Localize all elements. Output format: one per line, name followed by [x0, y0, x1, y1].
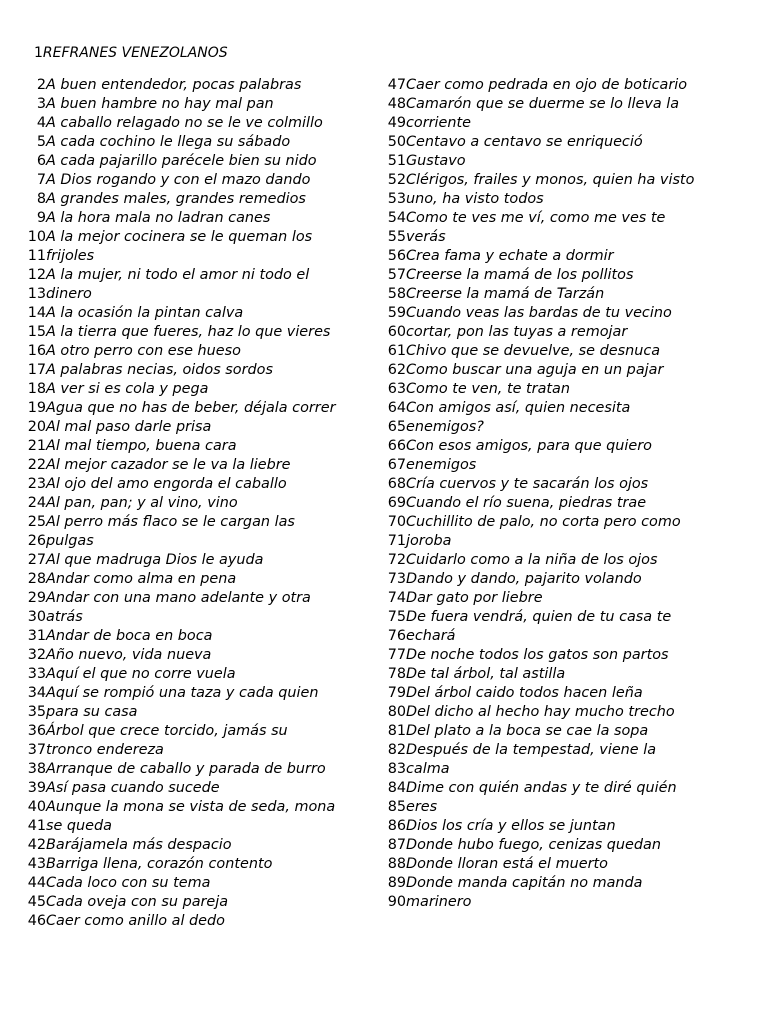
saying-text: De tal árbol, tal astilla — [406, 666, 566, 682]
saying-line — [26, 665, 376, 684]
line-number: 55 — [387, 229, 406, 245]
saying-line — [26, 855, 376, 874]
title-text: REFRANES VENEZOLANOS — [42, 45, 228, 61]
saying-line — [26, 893, 376, 912]
saying-text: A caballo relagado no se le ve colmillo — [46, 115, 323, 131]
line-number: 45 — [27, 894, 46, 910]
line-number: 44 — [27, 875, 46, 891]
line-number: 73 — [387, 571, 406, 587]
saying-line — [386, 855, 746, 874]
saying-text: Al perro más flaco se le cargan las — [46, 514, 295, 530]
saying-text: A grandes males, grandes remedios — [46, 191, 306, 207]
line-number: 19 — [27, 400, 46, 416]
line-number: 59 — [387, 305, 406, 321]
line-number: 3 — [36, 96, 46, 112]
line-number: 17 — [27, 362, 46, 378]
saying-text: Dar gato por liebre — [406, 590, 543, 606]
line-number: 50 — [387, 134, 406, 150]
line-number: 32 — [27, 647, 46, 663]
line-number: 61 — [387, 343, 406, 359]
saying-text: A la mejor cocinera se le queman los — [46, 229, 313, 245]
saying-line — [26, 304, 376, 323]
saying-text: Donde manda capitán no manda — [406, 875, 643, 891]
line-number: 46 — [27, 913, 46, 929]
saying-text: Del árbol caido todos hacen leña — [406, 685, 643, 701]
saying-text: Con esos amigos, para que quiero — [406, 438, 652, 454]
line-number: 20 — [27, 419, 46, 435]
line-number: 37 — [27, 742, 46, 758]
saying-text: Del plato a la boca se cae la sopa — [406, 723, 649, 739]
saying-text: A cada pajarillo parécele bien su nido — [46, 153, 317, 169]
line-number: 64 — [387, 400, 406, 416]
saying-text: Árbol que crece torcido, jamás su — [46, 723, 288, 739]
saying-text: A buen entendedor, pocas palabras — [46, 77, 302, 93]
saying-text: Gustavo — [406, 153, 466, 169]
saying-line — [386, 874, 746, 893]
saying-text: Como te ven, te tratan — [406, 381, 570, 397]
line-number: 66 — [387, 438, 406, 454]
line-number: 69 — [387, 495, 406, 511]
saying-text: cortar, pon las tuyas a remojar — [406, 324, 628, 340]
line-number: 51 — [387, 153, 406, 169]
saying-line — [386, 171, 746, 190]
document-title — [34, 44, 228, 63]
saying-line — [386, 228, 746, 247]
saying-text: se queda — [46, 818, 112, 834]
saying-text: Después de la tempestad, viene la — [406, 742, 657, 758]
saying-line — [386, 133, 746, 152]
saying-line — [26, 95, 376, 114]
saying-text: tronco endereza — [46, 742, 164, 758]
line-number: 81 — [387, 723, 406, 739]
saying-line — [26, 285, 376, 304]
saying-line — [386, 114, 746, 133]
saying-line — [26, 247, 376, 266]
saying-text: Aunque la mona se vista de seda, mona — [46, 799, 336, 815]
saying-text: Del dicho al hecho hay mucho trecho — [406, 704, 675, 720]
saying-line — [26, 494, 376, 513]
saying-line — [26, 874, 376, 893]
saying-text: Barájamela más despacio — [46, 837, 232, 853]
line-number: 47 — [387, 77, 406, 93]
line-number: 71 — [387, 533, 406, 549]
line-number: 18 — [27, 381, 46, 397]
saying-text: A la hora mala no ladran canes — [46, 210, 271, 226]
saying-line — [26, 171, 376, 190]
line-number: 8 — [36, 191, 46, 207]
saying-text: Creerse la mamá de los pollitos — [406, 267, 634, 283]
line-number: 77 — [387, 647, 406, 663]
saying-line — [386, 779, 746, 798]
saying-text: A buen hambre no hay mal pan — [46, 96, 274, 112]
line-number: 12 — [27, 267, 46, 283]
line-number: 26 — [27, 533, 46, 549]
saying-text: A la mujer, ni todo el amor ni todo el — [46, 267, 310, 283]
saying-line — [386, 323, 746, 342]
saying-text: Así pasa cuando sucede — [46, 780, 220, 796]
line-number: 87 — [387, 837, 406, 853]
saying-text: Creerse la mamá de Tarzán — [406, 286, 605, 302]
saying-text: marinero — [406, 894, 472, 910]
saying-text: Clérigos, frailes y monos, quien ha visto — [406, 172, 695, 188]
saying-text: enemigos — [406, 457, 477, 473]
saying-line — [386, 304, 746, 323]
saying-text: Donde hubo fuego, cenizas quedan — [406, 837, 661, 853]
saying-text: Chivo que se devuelve, se desnuca — [406, 343, 661, 359]
line-number: 1 — [34, 45, 43, 61]
line-number: 39 — [27, 780, 46, 796]
line-number: 83 — [387, 761, 406, 777]
saying-text: dinero — [46, 286, 92, 302]
saying-line — [26, 114, 376, 133]
line-number: 49 — [387, 115, 406, 131]
saying-line — [386, 722, 746, 741]
saying-line — [386, 266, 746, 285]
saying-line — [26, 380, 376, 399]
saying-line — [26, 912, 376, 931]
line-number: 31 — [27, 628, 46, 644]
saying-text: Al ojo del amo engorda el caballo — [46, 476, 287, 492]
saying-text: Cada loco con su tema — [46, 875, 211, 891]
saying-line — [386, 551, 746, 570]
line-number: 76 — [387, 628, 406, 644]
line-number: 4 — [36, 115, 46, 131]
line-number: 86 — [387, 818, 406, 834]
saying-line — [386, 760, 746, 779]
saying-line — [26, 646, 376, 665]
saying-text: A palabras necias, oidos sordos — [46, 362, 273, 378]
saying-text: A Dios rogando y con el mazo dando — [46, 172, 311, 188]
saying-text: atrás — [46, 609, 83, 625]
saying-line — [26, 722, 376, 741]
saying-line — [26, 456, 376, 475]
line-number: 78 — [387, 666, 406, 682]
saying-text: Barriga llena, corazón contento — [46, 856, 273, 872]
saying-line — [386, 437, 746, 456]
saying-line — [26, 513, 376, 532]
saying-line — [26, 798, 376, 817]
line-number: 10 — [27, 229, 46, 245]
saying-line — [26, 608, 376, 627]
saying-line — [386, 532, 746, 551]
saying-text: Caer como anillo al dedo — [46, 913, 225, 929]
saying-line — [386, 665, 746, 684]
line-number: 70 — [387, 514, 406, 530]
saying-text: uno, ha visto todos — [406, 191, 544, 207]
saying-line — [386, 893, 746, 912]
saying-line — [26, 266, 376, 285]
line-number: 33 — [27, 666, 46, 682]
saying-text: A la ocasión la pintan calva — [46, 305, 244, 321]
saying-text: Andar de boca en boca — [46, 628, 213, 644]
saying-line — [26, 836, 376, 855]
saying-line — [386, 798, 746, 817]
line-number: 42 — [27, 837, 46, 853]
line-number: 56 — [387, 248, 406, 264]
saying-line — [386, 741, 746, 760]
saying-text: corriente — [406, 115, 472, 131]
saying-text: Al mejor cazador se le va la liebre — [46, 457, 291, 473]
saying-text: echará — [406, 628, 456, 644]
saying-text: Cuidarlo como a la niña de los ojos — [406, 552, 658, 568]
saying-line — [386, 152, 746, 171]
saying-text: Aquí el que no corre vuela — [46, 666, 236, 682]
line-number: 25 — [27, 514, 46, 530]
line-number: 48 — [387, 96, 406, 112]
line-number: 72 — [387, 552, 406, 568]
saying-line — [386, 836, 746, 855]
line-number: 36 — [27, 723, 46, 739]
saying-text: Al pan, pan; y al vino, vino — [46, 495, 238, 511]
line-number: 74 — [387, 590, 406, 606]
saying-text: calma — [406, 761, 450, 777]
saying-line — [26, 532, 376, 551]
line-number: 5 — [36, 134, 46, 150]
line-number: 2 — [36, 77, 46, 93]
saying-text: eres — [406, 799, 438, 815]
left-column — [26, 76, 376, 931]
saying-text: De noche todos los gatos son partos — [406, 647, 669, 663]
line-number: 30 — [27, 609, 46, 625]
saying-line — [386, 589, 746, 608]
saying-line — [386, 475, 746, 494]
saying-line — [26, 437, 376, 456]
saying-text: Andar como alma en pena — [46, 571, 237, 587]
saying-line — [386, 646, 746, 665]
right-column — [386, 76, 746, 912]
line-number: 41 — [27, 818, 46, 834]
saying-line — [26, 76, 376, 95]
line-number: 63 — [387, 381, 406, 397]
line-number: 27 — [27, 552, 46, 568]
line-number: 21 — [27, 438, 46, 454]
saying-line — [26, 342, 376, 361]
saying-text: Arranque de caballo y parada de burro — [46, 761, 326, 777]
saying-text: Como te ves me ví, como me ves te — [406, 210, 666, 226]
saying-text: Dando y dando, pajarito volando — [406, 571, 642, 587]
saying-text: Donde lloran está el muerto — [406, 856, 608, 872]
saying-text: joroba — [406, 533, 452, 549]
saying-line — [26, 209, 376, 228]
line-number: 22 — [27, 457, 46, 473]
saying-line — [386, 817, 746, 836]
saying-line — [26, 399, 376, 418]
line-number: 54 — [387, 210, 406, 226]
saying-text: Agua que no has de beber, déjala correr — [46, 400, 336, 416]
saying-line — [26, 551, 376, 570]
line-number: 65 — [387, 419, 406, 435]
line-number: 57 — [387, 267, 406, 283]
saying-line — [386, 608, 746, 627]
saying-text: Cuando veas las bardas de tu vecino — [406, 305, 672, 321]
saying-text: Cuando el río suena, piedras trae — [406, 495, 647, 511]
line-number: 9 — [36, 210, 46, 226]
saying-line — [26, 323, 376, 342]
line-number: 82 — [387, 742, 406, 758]
saying-line — [26, 779, 376, 798]
saying-line — [26, 570, 376, 589]
saying-line — [26, 741, 376, 760]
line-number: 28 — [27, 571, 46, 587]
saying-line — [26, 152, 376, 171]
saying-line — [386, 209, 746, 228]
saying-line — [26, 817, 376, 836]
line-number: 52 — [387, 172, 406, 188]
saying-line — [26, 760, 376, 779]
line-number: 62 — [387, 362, 406, 378]
saying-text: Centavo a centavo se enriqueció — [406, 134, 643, 150]
saying-line — [386, 361, 746, 380]
line-number: 6 — [36, 153, 46, 169]
line-number: 40 — [27, 799, 46, 815]
saying-line — [26, 133, 376, 152]
saying-line — [26, 361, 376, 380]
line-number: 15 — [27, 324, 46, 340]
line-number: 75 — [387, 609, 406, 625]
saying-line — [26, 703, 376, 722]
saying-text: Como buscar una aguja en un pajar — [406, 362, 664, 378]
line-number: 58 — [387, 286, 406, 302]
saying-line — [386, 342, 746, 361]
saying-text: Caer como pedrada en ojo de boticario — [406, 77, 688, 93]
saying-line — [386, 570, 746, 589]
saying-text: Camarón que se duerme se lo lleva la — [406, 96, 680, 112]
line-number: 13 — [27, 286, 46, 302]
saying-line — [386, 456, 746, 475]
saying-line — [386, 380, 746, 399]
line-number: 38 — [27, 761, 46, 777]
line-number: 90 — [387, 894, 406, 910]
saying-text: A otro perro con ese hueso — [46, 343, 241, 359]
saying-text: Cuchillito de palo, no corta pero como — [406, 514, 681, 530]
line-number: 7 — [36, 172, 46, 188]
line-number: 85 — [387, 799, 406, 815]
saying-line — [26, 190, 376, 209]
saying-text: Aquí se rompió una taza y cada quien — [46, 685, 319, 701]
saying-text: A ver si es cola y pega — [46, 381, 209, 397]
saying-line — [386, 684, 746, 703]
saying-line — [26, 684, 376, 703]
line-number: 43 — [27, 856, 46, 872]
saying-text: Dios los cría y ellos se juntan — [406, 818, 616, 834]
saying-line — [386, 703, 746, 722]
line-number: 29 — [27, 590, 46, 606]
saying-text: verás — [406, 229, 446, 245]
saying-text: A cada cochino le llega su sábado — [46, 134, 291, 150]
saying-line — [386, 627, 746, 646]
line-number: 79 — [387, 685, 406, 701]
line-number: 89 — [387, 875, 406, 891]
saying-text: Cría cuervos y te sacarán los ojos — [406, 476, 649, 492]
line-number: 80 — [387, 704, 406, 720]
saying-text: Crea fama y echate a dormir — [406, 248, 614, 264]
saying-line — [386, 285, 746, 304]
saying-text: Al mal tiempo, buena cara — [46, 438, 237, 454]
saying-text: Andar con una mano adelante y otra — [46, 590, 311, 606]
saying-text: para su casa — [46, 704, 138, 720]
line-number: 53 — [387, 191, 406, 207]
saying-line — [386, 513, 746, 532]
line-number: 14 — [27, 305, 46, 321]
line-number: 60 — [387, 324, 406, 340]
saying-text: Con amigos así, quien necesita — [406, 400, 631, 416]
saying-text: pulgas — [46, 533, 94, 549]
line-number: 68 — [387, 476, 406, 492]
line-number: 34 — [27, 685, 46, 701]
saying-line — [26, 475, 376, 494]
line-number: 84 — [387, 780, 406, 796]
line-number: 24 — [27, 495, 46, 511]
line-number: 11 — [27, 248, 46, 264]
line-number: 16 — [27, 343, 46, 359]
saying-line — [386, 76, 746, 95]
saying-text: Al mal paso darle prisa — [46, 419, 212, 435]
saying-text: A la tierra que fueres, haz lo que vieres — [46, 324, 331, 340]
saying-text: frijoles — [46, 248, 95, 264]
saying-line — [26, 418, 376, 437]
saying-line — [386, 190, 746, 209]
saying-text: Cada oveja con su pareja — [46, 894, 229, 910]
saying-text: Dime con quién andas y te diré quién — [406, 780, 677, 796]
line-number: 35 — [27, 704, 46, 720]
saying-line — [26, 589, 376, 608]
saying-text: Año nuevo, vida nueva — [46, 647, 212, 663]
line-number: 67 — [387, 457, 406, 473]
line-number: 23 — [27, 476, 46, 492]
saying-line — [386, 247, 746, 266]
saying-text: Al que madruga Dios le ayuda — [46, 552, 264, 568]
saying-text: De fuera vendrá, quien de tu casa te — [406, 609, 672, 625]
saying-line — [386, 95, 746, 114]
saying-text: enemigos? — [406, 419, 484, 435]
saying-line — [26, 627, 376, 646]
saying-line — [386, 494, 746, 513]
saying-line — [26, 228, 376, 247]
line-number: 88 — [387, 856, 406, 872]
saying-line — [386, 399, 746, 418]
saying-line — [386, 418, 746, 437]
